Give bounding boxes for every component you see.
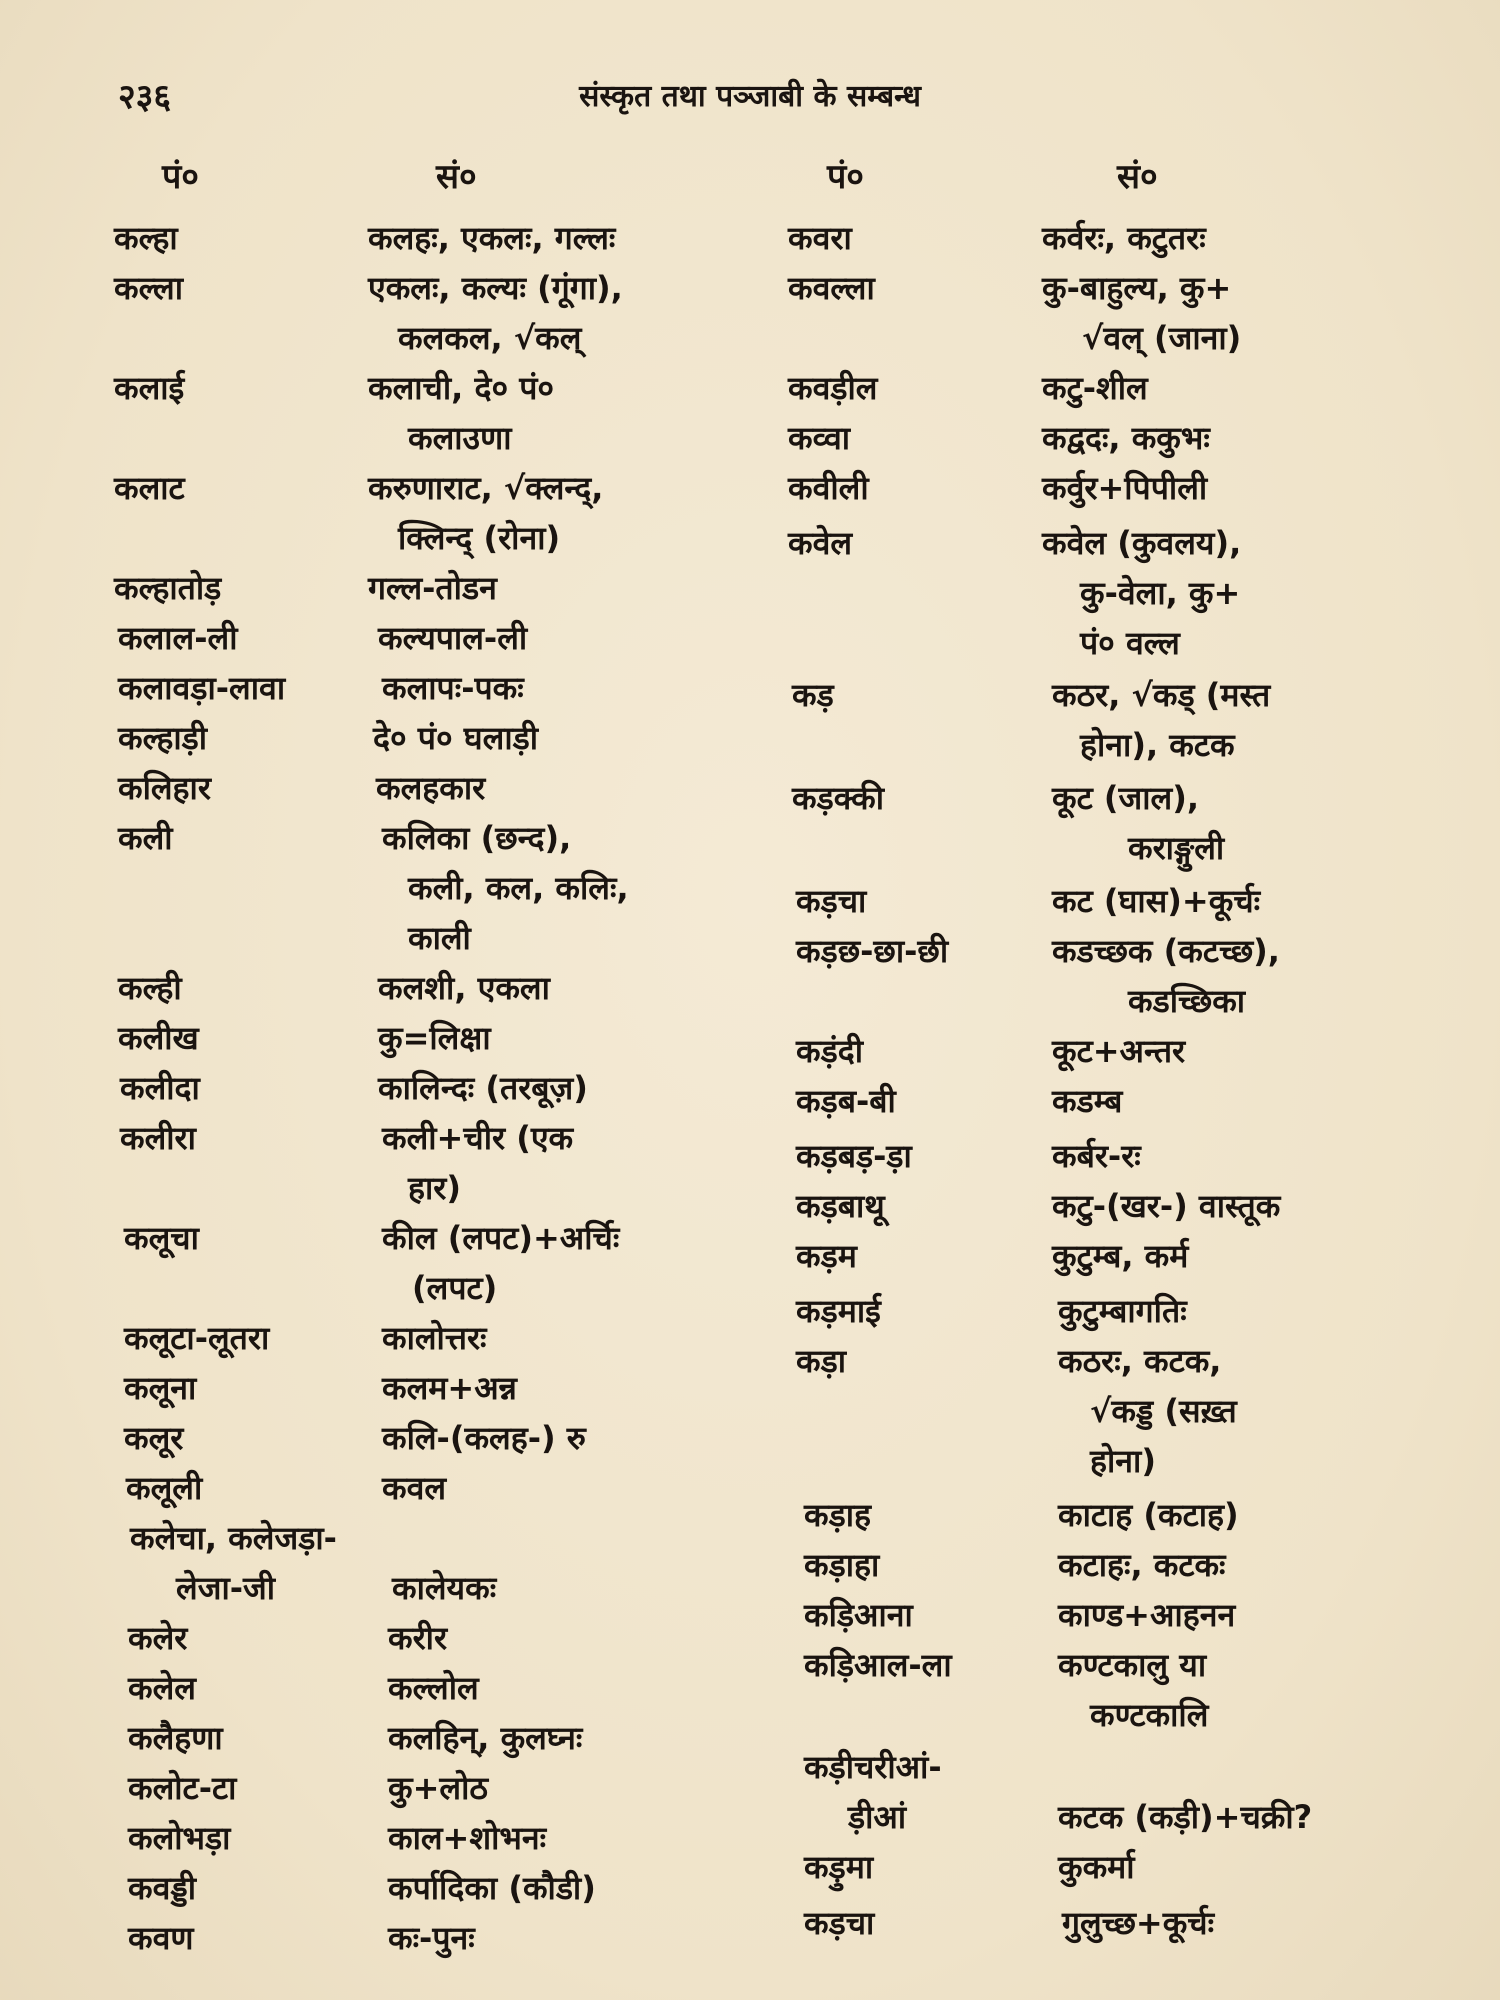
entry-etymology: कवल [382,1469,447,1507]
entry-headword: कड़ंदी [796,1032,863,1070]
entry-etymology: कालोत्तरः [382,1319,487,1357]
entry-etymology: कालिन्दः (तरबूज़) [378,1069,588,1107]
entry-etymology-cont: √कड्ड (सख़्त [1090,1392,1237,1430]
entry-headword: कड़ब-बी [796,1082,896,1120]
entry-etymology: कील (लपट)+अर्चिः [382,1219,620,1257]
entry-headword: कड़बाथू [796,1187,885,1225]
entry-headword: कड़बड़-ड़ा [796,1137,912,1175]
entry-etymology-cont: कण्टकालि [1090,1696,1209,1734]
entry-headword: कलूली [126,1469,203,1507]
entry-headword: कवल्ला [788,269,875,307]
column-header-right-sanskrit: सं० [1117,157,1158,197]
entry-etymology: कुटुम्ब, कर्म [1052,1237,1189,1275]
entry-headword: कड़छ-छा-छी [796,932,949,970]
entry-etymology: कुकर्मा [1058,1848,1135,1886]
entry-headword: कड़चा [796,882,867,920]
entry-headword: कड़िआल-ला [804,1646,952,1684]
entry-etymology-cont: कराङ्गुली [1128,829,1225,867]
entry-headword: कलैहणा [128,1719,223,1757]
running-title: संस्कृत तथा पञ्जाबी के सम्बन्ध [579,79,921,114]
entry-etymology: कालेयकः [392,1569,497,1607]
entry-etymology: काण्ड+आहनन [1058,1596,1236,1634]
entry-etymology: करीर [388,1619,448,1657]
entry-headword: कड़ुमा [804,1848,874,1886]
entry-etymology: कटु-(खर-) वास्तूक [1052,1187,1281,1225]
entry-etymology-cont: होना) [1090,1442,1156,1480]
entry-etymology: कल्यपाल-ली [378,619,528,657]
entry-headword: कलाल-ली [118,619,238,657]
entry-headword: कल्ही [118,969,182,1007]
entry-etymology: कठर, √कड् (मस्त [1052,676,1271,714]
entry-etymology-cont: पं० वल्ल [1080,624,1180,662]
entry-etymology: दे० पं० घलाड़ी [373,719,539,757]
entry-headword: कवड़ील [788,369,878,407]
column-header-right-punjabi: पं० [827,157,864,197]
entry-headword: कलीरा [120,1119,196,1157]
entry-etymology: काटाह (कटाह) [1058,1496,1239,1534]
entry-headword-cont: ड़ीआं [848,1798,907,1836]
entry-etymology-cont: काली [408,919,471,957]
entry-headword: कल्हा [114,219,178,257]
entry-headword: कलावड़ा-लावा [118,669,286,707]
entry-headword: कलोभड़ा [128,1819,231,1857]
entry-headword: कल्हातोड़ [114,569,222,607]
entry-etymology: कटक (कड़ी)+चक्री? [1058,1798,1313,1836]
entry-headword: कड़माई [796,1292,881,1330]
entry-headword: कवरा [788,219,852,257]
entry-headword: कली [118,819,173,857]
entry-headword: कव्वा [788,419,851,457]
column-header-left-sanskrit: सं० [436,157,477,197]
entry-headword: कड़म [796,1237,857,1275]
entry-etymology: कु-बाहुल्य, कु+ [1042,269,1232,307]
entry-etymology: कलिका (छन्द), [382,819,572,857]
entry-etymology: कु=लिक्षा [378,1019,491,1057]
entry-headword: कवेल [788,524,853,562]
entry-etymology: कर्वरः, कटुतरः [1042,219,1206,257]
entry-etymology-cont: कु-वेला, कु+ [1080,574,1241,612]
entry-headword: कलूर [124,1419,184,1457]
entry-etymology: गल्ल-तोडन [368,569,497,607]
entry-headword: कलाट [114,469,185,507]
entry-headword: कलूना [124,1369,197,1407]
entry-headword: कलीदा [120,1069,200,1107]
entry-etymology: कली+चीर (एक [382,1119,574,1157]
entry-headword-cont: लेजा-जी [176,1569,276,1607]
entry-etymology: कटाहः, कटकः [1058,1546,1226,1584]
entry-headword: कवण [128,1919,194,1957]
entry-headword: कलिहार [118,769,211,807]
entry-etymology: गुलुच्छ+कूर्चः [1062,1904,1215,1942]
entry-headword: कलूटा-लूतरा [124,1319,270,1357]
entry-headword: कलीख [118,1019,199,1057]
entry-etymology-cont: कलाउणा [408,419,512,457]
entry-etymology: कूट+अन्तर [1052,1032,1186,1070]
entry-headword: कवड्डी [128,1869,197,1907]
page-number: २३६ [118,77,172,117]
entry-etymology: कर्पादिका (कौडी) [388,1869,596,1907]
entry-headword: कड़ीचरीआं- [804,1748,942,1786]
entry-etymology: कूट (जाल), [1052,779,1199,817]
entry-etymology-cont: कलकल, √कल् [398,319,582,357]
entry-etymology: कलम+अन्न [382,1369,517,1407]
entry-headword: कलूचा [124,1219,199,1257]
entry-headword: कड़ाहा [804,1546,880,1584]
entry-etymology: कर्बर-रः [1052,1137,1141,1175]
entry-etymology-cont: होना), कटक [1080,726,1235,764]
entry-etymology: करुणाराट, √क्लन्द्, [368,469,604,507]
entry-headword: कड़िआना [804,1596,913,1634]
entry-headword: कड़ाह [804,1496,871,1534]
entry-etymology-cont: हार) [408,1169,461,1207]
entry-etymology: कवेल (कुवलय), [1042,524,1242,562]
entry-etymology-cont: (लपट) [412,1269,498,1307]
entry-etymology-cont: कडच्छिका [1128,982,1246,1020]
entry-etymology: कु+लोठ [388,1769,488,1807]
entry-etymology: कट (घास)+कूर्चः [1052,882,1261,920]
column-header-left-punjabi: पं० [162,157,199,197]
entry-etymology-cont: √वल् (जाना) [1082,319,1242,357]
entry-etymology: कलि-(कलह-) रु [382,1419,586,1457]
entry-etymology: कठरः, कटक, [1058,1342,1222,1380]
entry-headword: कड़चा [804,1904,875,1942]
entry-headword: कलाई [114,369,185,407]
entry-headword: कवीली [788,469,869,507]
entry-etymology: कटु-शील [1042,369,1148,407]
entry-headword: कलेल [128,1669,196,1707]
entry-etymology: कलापः-पकः [382,669,524,707]
entry-etymology: कलहिन्, कुलघ्नः [388,1719,583,1757]
entry-etymology: कलहकार [376,769,486,807]
entry-etymology: कद्वदः, ककुभः [1042,419,1210,457]
entry-headword: कलेचा, कलेजड़ा- [130,1519,337,1557]
page-header [0,72,1500,122]
entry-etymology: कल्लोल [388,1669,479,1707]
entry-headword: कलेर [128,1619,188,1657]
entry-headword: कल्हाड़ी [118,719,208,757]
entry-etymology: कडम्ब [1052,1082,1123,1120]
entry-etymology: कण्टकालु या [1058,1646,1207,1684]
entry-etymology: कडच्छक (कटच्छ), [1052,932,1280,970]
entry-etymology-cont: कली, कल, कलिः, [408,869,629,907]
entry-etymology: एकलः, कल्यः (गूंगा), [368,269,623,307]
entry-etymology: कलशी, एकला [378,969,550,1007]
entry-headword: कड़ [792,676,834,714]
entry-etymology: काल+शोभनः [388,1819,547,1857]
entry-etymology: कर्वुर+पिपीली [1042,469,1208,507]
entry-etymology: कलाची, दे० पं० [368,369,555,407]
entry-headword: कड़ा [796,1342,846,1380]
entry-etymology: कः-पुनः [388,1919,475,1957]
entry-etymology-cont: क्लिन्द् (रोना) [398,519,561,557]
entry-headword: कलोट-टा [128,1769,237,1807]
entry-headword: कड़क्की [792,779,885,817]
entry-etymology: कलहः, एकलः, गल्लः [368,219,616,257]
entry-etymology: कुटुम्बागतिः [1058,1292,1187,1330]
entry-headword: कल्ला [114,269,183,307]
